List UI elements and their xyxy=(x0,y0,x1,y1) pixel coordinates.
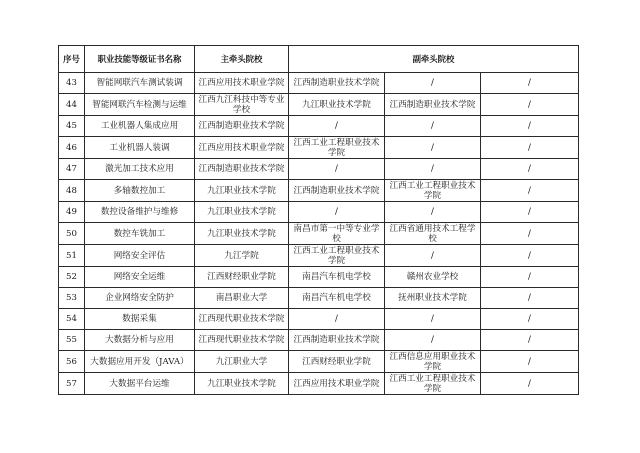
deputy-school-1: 江西工业工程职业技术学院 xyxy=(289,137,385,159)
certificate-name: 大数据分析与应用 xyxy=(85,330,195,351)
lead-school: 江西应用技术职业学院 xyxy=(195,73,289,94)
certificate-name: 网络安全评估 xyxy=(85,245,195,267)
row-number: 48 xyxy=(59,180,85,202)
table-row xyxy=(59,351,579,373)
certificate-name: 智能网联汽车测试装调 xyxy=(85,73,195,94)
lead-school: 江西现代职业技术学院 xyxy=(195,330,289,351)
certificate-name: 工业机器人装调 xyxy=(85,137,195,159)
deputy-school-1: 南昌市第一中等专业学校 xyxy=(289,223,385,245)
certificate-name: 大数据平台运维 xyxy=(85,373,195,395)
lead-school: 南昌职业大学 xyxy=(195,288,289,309)
deputy-school-1: 南昌汽车机电学校 xyxy=(289,267,385,288)
deputy-school-1: / xyxy=(289,159,385,180)
deputy-school-1: 南昌汽车机电学校 xyxy=(289,288,385,309)
lead-school: 江西现代职业技术学院 xyxy=(195,309,289,330)
table-row xyxy=(59,223,579,245)
deputy-school-1: 江西财经职业学院 xyxy=(289,351,385,373)
table-body xyxy=(59,73,579,395)
deputy-school-3: / xyxy=(481,288,579,309)
row-number: 57 xyxy=(59,373,85,395)
deputy-school-2: 赣州农业学校 xyxy=(385,267,481,288)
lead-school: 九江职业技术学院 xyxy=(195,373,289,395)
header-certificate-name: 职业技能等级证书名称 xyxy=(85,46,195,73)
row-number: 49 xyxy=(59,202,85,223)
header-deputy-schools: 副牵头院校 xyxy=(289,46,579,73)
row-number: 44 xyxy=(59,94,85,116)
table-row xyxy=(59,245,579,267)
deputy-school-1: 九江职业技术学院 xyxy=(289,94,385,116)
deputy-school-2: / xyxy=(385,73,481,94)
certificate-name: 企业网络安全防护 xyxy=(85,288,195,309)
table-row xyxy=(59,137,579,159)
deputy-school-2: 江西工业工程职业技术学院 xyxy=(385,373,481,395)
deputy-school-1: 江西制造职业技术学院 xyxy=(289,180,385,202)
lead-school: 九江职业技术学院 xyxy=(195,180,289,202)
deputy-school-3: / xyxy=(481,245,579,267)
certificate-name: 多轴数控加工 xyxy=(85,180,195,202)
table-row xyxy=(59,330,579,351)
deputy-school-3: / xyxy=(481,94,579,116)
table-row xyxy=(59,202,579,223)
row-number: 53 xyxy=(59,288,85,309)
certificate-name: 大数据应用开发（JAVA） xyxy=(85,351,195,373)
certificate-name: 工业机器人集成应用 xyxy=(85,116,195,137)
deputy-school-2: / xyxy=(385,137,481,159)
deputy-school-2: / xyxy=(385,202,481,223)
lead-school: 九江职业大学 xyxy=(195,351,289,373)
deputy-school-3: / xyxy=(481,116,579,137)
row-number: 52 xyxy=(59,267,85,288)
deputy-school-1: / xyxy=(289,202,385,223)
deputy-school-2: 抚州职业技术学院 xyxy=(385,288,481,309)
lead-school: 江西九江科技中等专业学校 xyxy=(195,94,289,116)
lead-school: 九江学院 xyxy=(195,245,289,267)
deputy-school-3: / xyxy=(481,309,579,330)
row-number: 47 xyxy=(59,159,85,180)
deputy-school-2: / xyxy=(385,116,481,137)
deputy-school-2: 江西省通用技术工程学校 xyxy=(385,223,481,245)
deputy-school-2: / xyxy=(385,245,481,267)
deputy-school-3: / xyxy=(481,159,579,180)
lead-school: 江西应用技术职业学院 xyxy=(195,137,289,159)
lead-school: 江西制造职业技术学院 xyxy=(195,159,289,180)
certificate-name: 激光加工技术应用 xyxy=(85,159,195,180)
row-number: 51 xyxy=(59,245,85,267)
row-number: 54 xyxy=(59,309,85,330)
table-row xyxy=(59,73,579,94)
deputy-school-2: 江西制造职业技术学院 xyxy=(385,94,481,116)
header-lead-school: 主牵头院校 xyxy=(195,46,289,73)
certificate-name: 数控车铣加工 xyxy=(85,223,195,245)
lead-school: 江西制造职业技术学院 xyxy=(195,116,289,137)
deputy-school-2: 江西信息应用职业技术学院 xyxy=(385,351,481,373)
deputy-school-3: / xyxy=(481,351,579,373)
deputy-school-2: / xyxy=(385,159,481,180)
table-row xyxy=(59,267,579,288)
certificate-table xyxy=(58,45,579,395)
table-row xyxy=(59,180,579,202)
header-number: 序号 xyxy=(59,46,85,73)
deputy-school-2: / xyxy=(385,309,481,330)
deputy-school-1: / xyxy=(289,309,385,330)
certificate-name: 数控设备维护与维修 xyxy=(85,202,195,223)
table-row xyxy=(59,373,579,395)
table-row xyxy=(59,116,579,137)
row-number: 50 xyxy=(59,223,85,245)
deputy-school-1: 江西制造职业技术学院 xyxy=(289,73,385,94)
certificate-name: 智能网联汽车检测与运维 xyxy=(85,94,195,116)
table-row xyxy=(59,94,579,116)
certificate-name: 数据采集 xyxy=(85,309,195,330)
deputy-school-3: / xyxy=(481,330,579,351)
row-number: 55 xyxy=(59,330,85,351)
row-number: 56 xyxy=(59,351,85,373)
deputy-school-1: 江西工业工程职业技术学院 xyxy=(289,245,385,267)
deputy-school-3: / xyxy=(481,137,579,159)
deputy-school-2: / xyxy=(385,330,481,351)
document-page xyxy=(58,45,579,395)
deputy-school-3: / xyxy=(481,373,579,395)
certificate-name: 网络安全运维 xyxy=(85,267,195,288)
lead-school: 九江职业技术学院 xyxy=(195,202,289,223)
lead-school: 江西财经职业学院 xyxy=(195,267,289,288)
deputy-school-3: / xyxy=(481,180,579,202)
lead-school: 九江职业技术学院 xyxy=(195,223,289,245)
table-row xyxy=(59,159,579,180)
deputy-school-3: / xyxy=(481,202,579,223)
deputy-school-3: / xyxy=(481,223,579,245)
row-number: 43 xyxy=(59,73,85,94)
deputy-school-1: 江西应用技术职业学院 xyxy=(289,373,385,395)
table-row xyxy=(59,288,579,309)
table-row xyxy=(59,309,579,330)
row-number: 46 xyxy=(59,137,85,159)
deputy-school-3: / xyxy=(481,73,579,94)
row-number: 45 xyxy=(59,116,85,137)
deputy-school-3: / xyxy=(481,267,579,288)
deputy-school-1: / xyxy=(289,116,385,137)
deputy-school-2: 江西工业工程职业技术学院 xyxy=(385,180,481,202)
deputy-school-1: 江西制造职业技术学院 xyxy=(289,330,385,351)
table-header-row xyxy=(59,46,579,73)
